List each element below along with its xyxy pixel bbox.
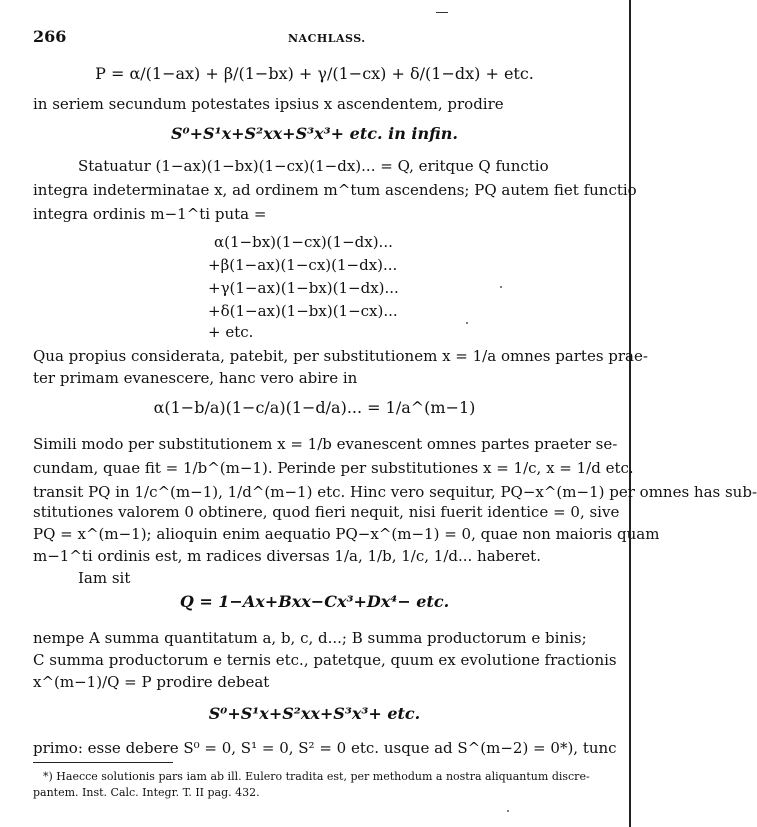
text-line: primo: esse debere S⁰ = 0, S¹ = 0, S² = 0 etc. usque ad S^(m−2) = 0*), tunc <box>33 739 617 757</box>
product-term-alpha: α(1−bx)(1−cx)(1−dx)... <box>214 233 393 251</box>
page-number: 266 <box>33 27 67 46</box>
text-line: cundam, quae fit = 1/b^(m−1). Perinde per substitutiones x = 1/c, x = 1/d etc. <box>33 459 634 477</box>
product-term-etc: + etc. <box>208 323 254 341</box>
equation-p-text: P = α/(1−ax) + β/(1−bx) + γ/(1−cx) + δ/(1−dx) + etc. <box>95 64 534 83</box>
product-term-delta: +δ(1−ax)(1−bx)(1−cx)... <box>208 302 398 320</box>
text-line: integra indeterminatae x, ad ordinem m^tum ascendens; PQ autem fiet functio <box>33 181 637 199</box>
scan-mark <box>436 12 448 13</box>
page-edge-rule <box>629 0 631 827</box>
text-line: x^(m−1)/Q = P prodire debeat <box>33 673 270 691</box>
equation-series: S⁰+S¹x+S²xx+S³x³+ etc. in infin. <box>171 124 458 143</box>
text-line: C summa productorum e ternis etc., patetque, quum ex evolutione fractionis <box>33 651 617 669</box>
scan-speck <box>507 810 509 812</box>
product-term-gamma: +γ(1−ax)(1−bx)(1−dx)... <box>208 279 399 297</box>
equation-series-repeat: S⁰+S¹x+S²xx+S³x³+ etc. <box>208 704 421 723</box>
text-line: transit PQ in 1/c^(m−1), 1/d^(m−1) etc. Hinc vero sequitur, PQ−x^(m−1) per omnes has sub- <box>33 483 757 501</box>
equation-alpha-product: α(1−b/a)(1−c/a)(1−d/a)... = 1/a^(m−1) <box>153 398 476 417</box>
footnote-line: pantem. Inst. Calc. Integr. T. II pag. 432. <box>33 786 260 799</box>
text-line: stitutiones valorem 0 obtinere, quod fieri nequit, nisi fuerit identice = 0, sive <box>33 503 620 521</box>
equation-p-fractions <box>0 64 629 84</box>
text-line: Statuatur (1−ax)(1−bx)(1−cx)(1−dx)... = Q, eritque Q functio <box>78 157 549 175</box>
text-line: Qua propius considerata, patebit, per substitutionem x = 1/a omnes partes prae- <box>33 347 648 365</box>
scan-speck <box>466 322 468 324</box>
text-line: m−1^ti ordinis est, m radices diversas 1/a, 1/b, 1/c, 1/d... haberet. <box>33 547 541 565</box>
equation-q-series: Q = 1−Ax+Bxx−Cx³+Dx⁴− etc. <box>179 592 450 611</box>
text-line: nempe A summa quantitatum a, b, c, d...; B summa productorum e binis; <box>33 629 587 647</box>
text-line: Simili modo per substitutionem x = 1/b evanescent omnes partes praeter se- <box>33 435 618 453</box>
text-line: ter primam evanescere, hanc vero abire in <box>33 369 358 387</box>
text-line: Iam sit <box>78 569 131 587</box>
text-line-content: in seriem secundum potestates ipsius x ascendentem, prodire <box>33 95 504 113</box>
footnote-line: *) Haecce solutionis pars iam ab ill. Eulero tradita est, per methodum a nostra aliquantum discre- <box>43 770 590 783</box>
text-line <box>33 94 603 114</box>
text-line: integra ordinis m−1^ti puta = <box>33 205 267 223</box>
scan-speck <box>500 286 502 288</box>
running-head: NACHLASS. <box>288 32 366 45</box>
product-term-beta: +β(1−ax)(1−cx)(1−dx)... <box>208 256 398 274</box>
footnote-separator <box>33 762 173 763</box>
text-line: PQ = x^(m−1); alioquin enim aequatio PQ−x^(m−1) = 0, quae non maioris quam <box>33 525 660 543</box>
